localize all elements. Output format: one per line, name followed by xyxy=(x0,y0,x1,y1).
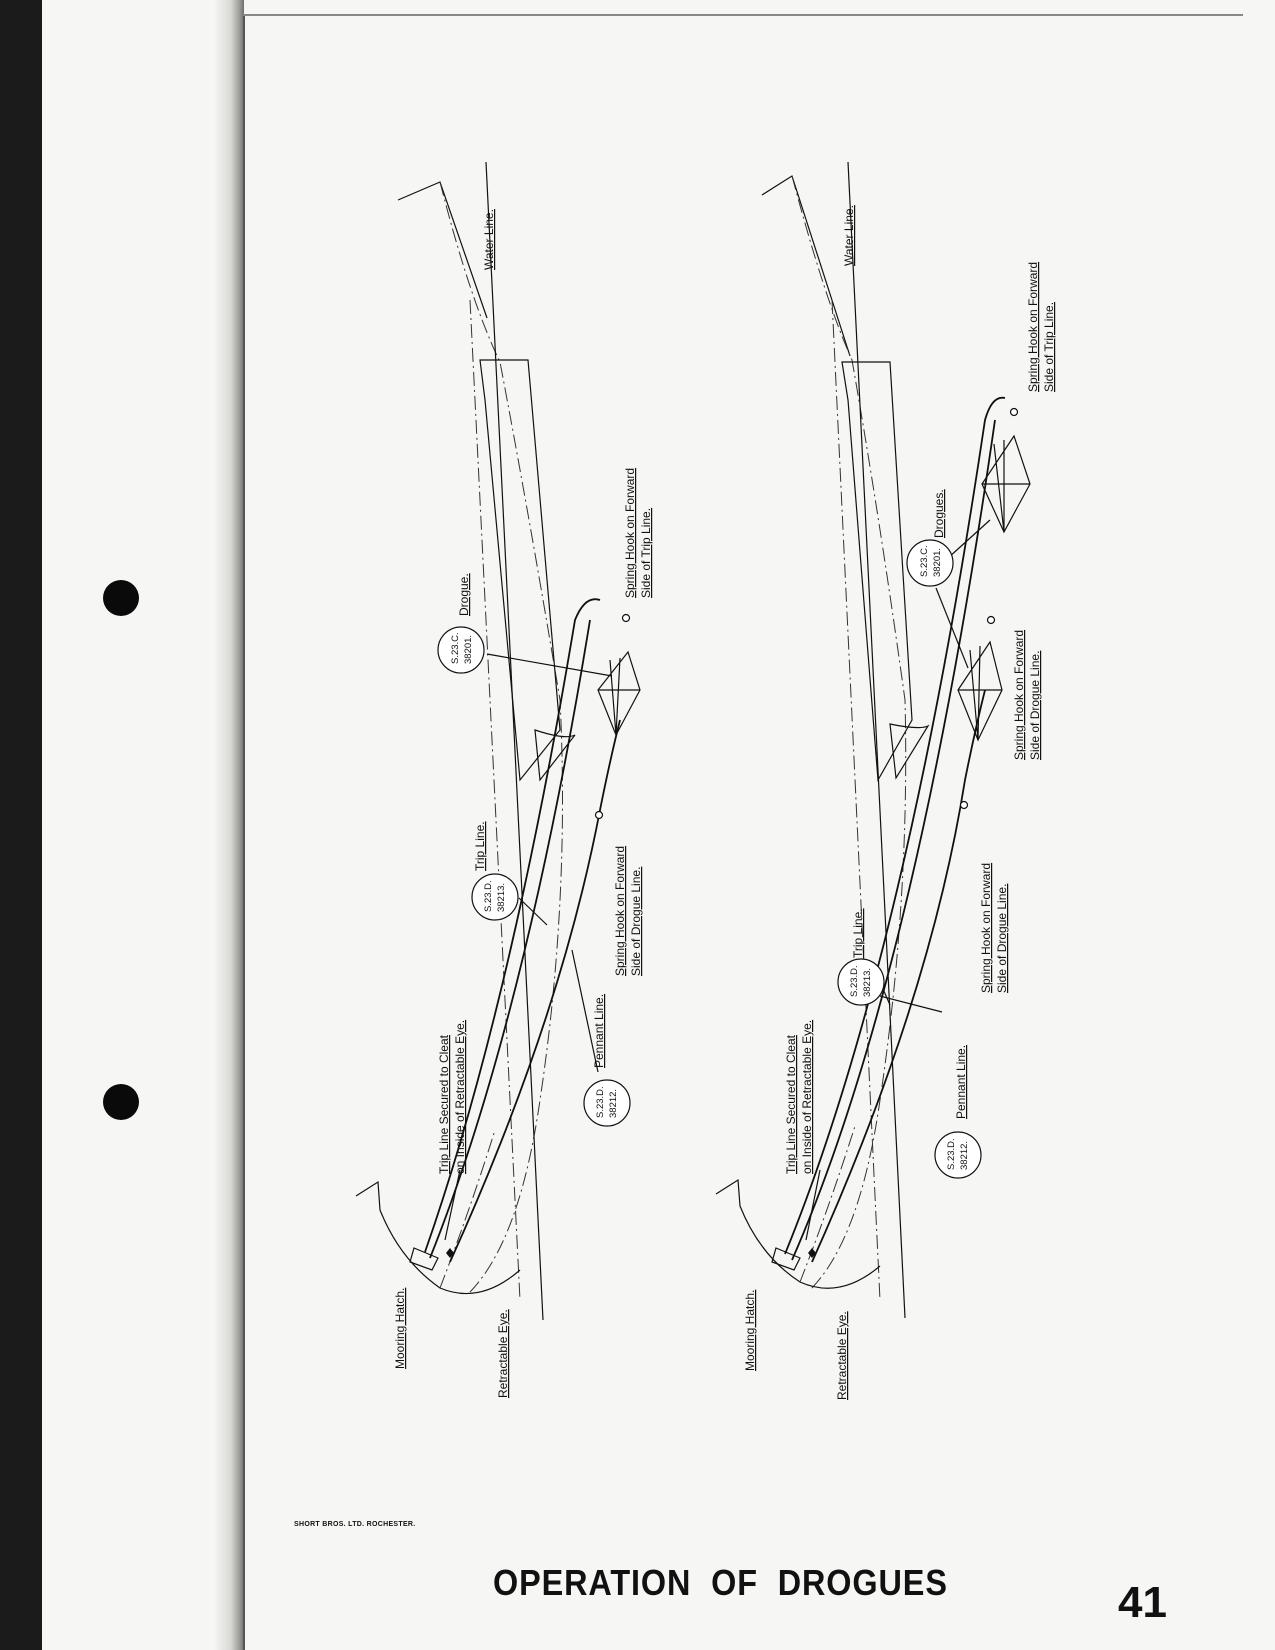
spring-hook-drogue-label-1: Spring Hook on Forward xyxy=(1012,629,1026,760)
drogue-code-bubble xyxy=(438,627,484,673)
drogue-cone-upper xyxy=(982,436,1030,532)
drogue-code-2: 38201. xyxy=(932,547,943,577)
drogue-code-1: S.23.C. xyxy=(450,632,461,664)
spring-hook-drogue-b-label-1: Spring Hook on Forward xyxy=(979,862,993,993)
pennant-code-1: S.23.D. xyxy=(946,1138,957,1170)
maker-credit: SHORT BROS. LTD. ROCHESTER. xyxy=(294,1521,416,1528)
trip-code-bubble xyxy=(838,959,884,1005)
drogue-cone-lower xyxy=(958,642,1002,740)
trip-secured-label-2: on Inside of Retractable Eye. xyxy=(800,1019,814,1174)
trip-code-2: 38213. xyxy=(496,882,507,912)
spring-hook-drogue-b-label-2: Side of Drogue Line. xyxy=(995,883,1009,993)
spring-hook-trip-label-1: Spring Hook on Forward xyxy=(1026,261,1040,392)
trip-secured-label-1: Trip Line Secured to Cleat xyxy=(437,1035,451,1174)
mooring-hatch-label: Mooring Hatch. xyxy=(393,1287,407,1369)
hull-vertical-line xyxy=(848,162,905,1318)
spring-hook-drogue-point-lower xyxy=(961,802,968,809)
pennant-line-label: Pennant Line. xyxy=(954,1044,968,1119)
retractable-eye-label: Retractable Eye. xyxy=(496,1309,510,1398)
spring-hook-drogue-point-upper xyxy=(988,617,995,624)
trip-line-label: Trip Line. xyxy=(473,821,487,871)
diagram-two-drogues xyxy=(716,162,1056,1400)
trip-code-2: 38213. xyxy=(862,967,873,997)
drogue-leader-lower xyxy=(936,588,968,668)
spring-hook-drogue-label-2: Side of Drogue Line. xyxy=(1028,650,1042,760)
drogue-label: Drogue. xyxy=(457,573,471,616)
step-outline xyxy=(890,724,928,778)
pennant-line-label: Pennant Line. xyxy=(592,993,606,1068)
pennant-line-rope xyxy=(450,720,620,1262)
secured-leader xyxy=(445,1170,460,1240)
float-strut-outline xyxy=(480,360,560,780)
spring-hook-trip-label-2: Side of Trip Line. xyxy=(1042,301,1056,392)
drogue-code-2: 38201. xyxy=(463,634,474,664)
spring-hook-trip-point xyxy=(1011,409,1018,416)
drogue-code-1: S.23.C. xyxy=(919,545,930,577)
drogues-label: Drogues. xyxy=(932,489,946,538)
diagram-single-drogue xyxy=(356,162,653,1398)
pennant-code-bubble xyxy=(935,1132,981,1178)
trip-code-1: S.23.D. xyxy=(849,965,860,997)
retractable-eye-label: Retractable Eye. xyxy=(835,1311,849,1400)
water-line-label: Water Line. xyxy=(842,205,856,266)
spring-hook-trip-point xyxy=(623,615,630,622)
page-number: 41 xyxy=(1118,1578,1167,1627)
spring-hook-drogue-label-1: Spring Hook on Forward xyxy=(613,845,627,976)
drogue-code-bubble xyxy=(907,540,953,586)
pennant-code-2: 38212. xyxy=(608,1088,619,1118)
trip-code-1: S.23.D. xyxy=(483,880,494,912)
hull-outline xyxy=(762,176,850,356)
spring-hook-drogue-label-2: Side of Drogue Line. xyxy=(629,866,643,976)
pennant-code-2: 38212. xyxy=(959,1140,970,1170)
trip-secured-label-1: Trip Line Secured to Cleat xyxy=(784,1035,798,1174)
pennant-code-1: S.23.D. xyxy=(595,1086,606,1118)
trip-code-bubble xyxy=(472,874,518,920)
nose-outline xyxy=(716,1180,880,1288)
hull-vertical-line xyxy=(486,162,543,1320)
trip-secured-label-2: on Inside of Retractable Eye. xyxy=(453,1019,467,1174)
spring-hook-trip-label-1: Spring Hook on Forward xyxy=(623,467,637,598)
mooring-hatch-marker xyxy=(410,1248,438,1270)
drogue-leader xyxy=(487,654,612,676)
spring-hook-drogue-point xyxy=(596,812,603,819)
hull-dash-line-2 xyxy=(832,300,880,1300)
spring-hook-trip-label-2: Side of Trip Line. xyxy=(639,507,653,598)
hull-dash-line-2 xyxy=(470,300,520,1300)
pennant-code-bubble xyxy=(584,1080,630,1126)
water-line-label: Water Line. xyxy=(482,209,496,270)
trip-line-label: Trip Line. xyxy=(851,908,865,958)
page-title: OPERATION OF DROGUES xyxy=(493,1562,948,1603)
mooring-hatch-label: Mooring Hatch. xyxy=(743,1289,757,1371)
